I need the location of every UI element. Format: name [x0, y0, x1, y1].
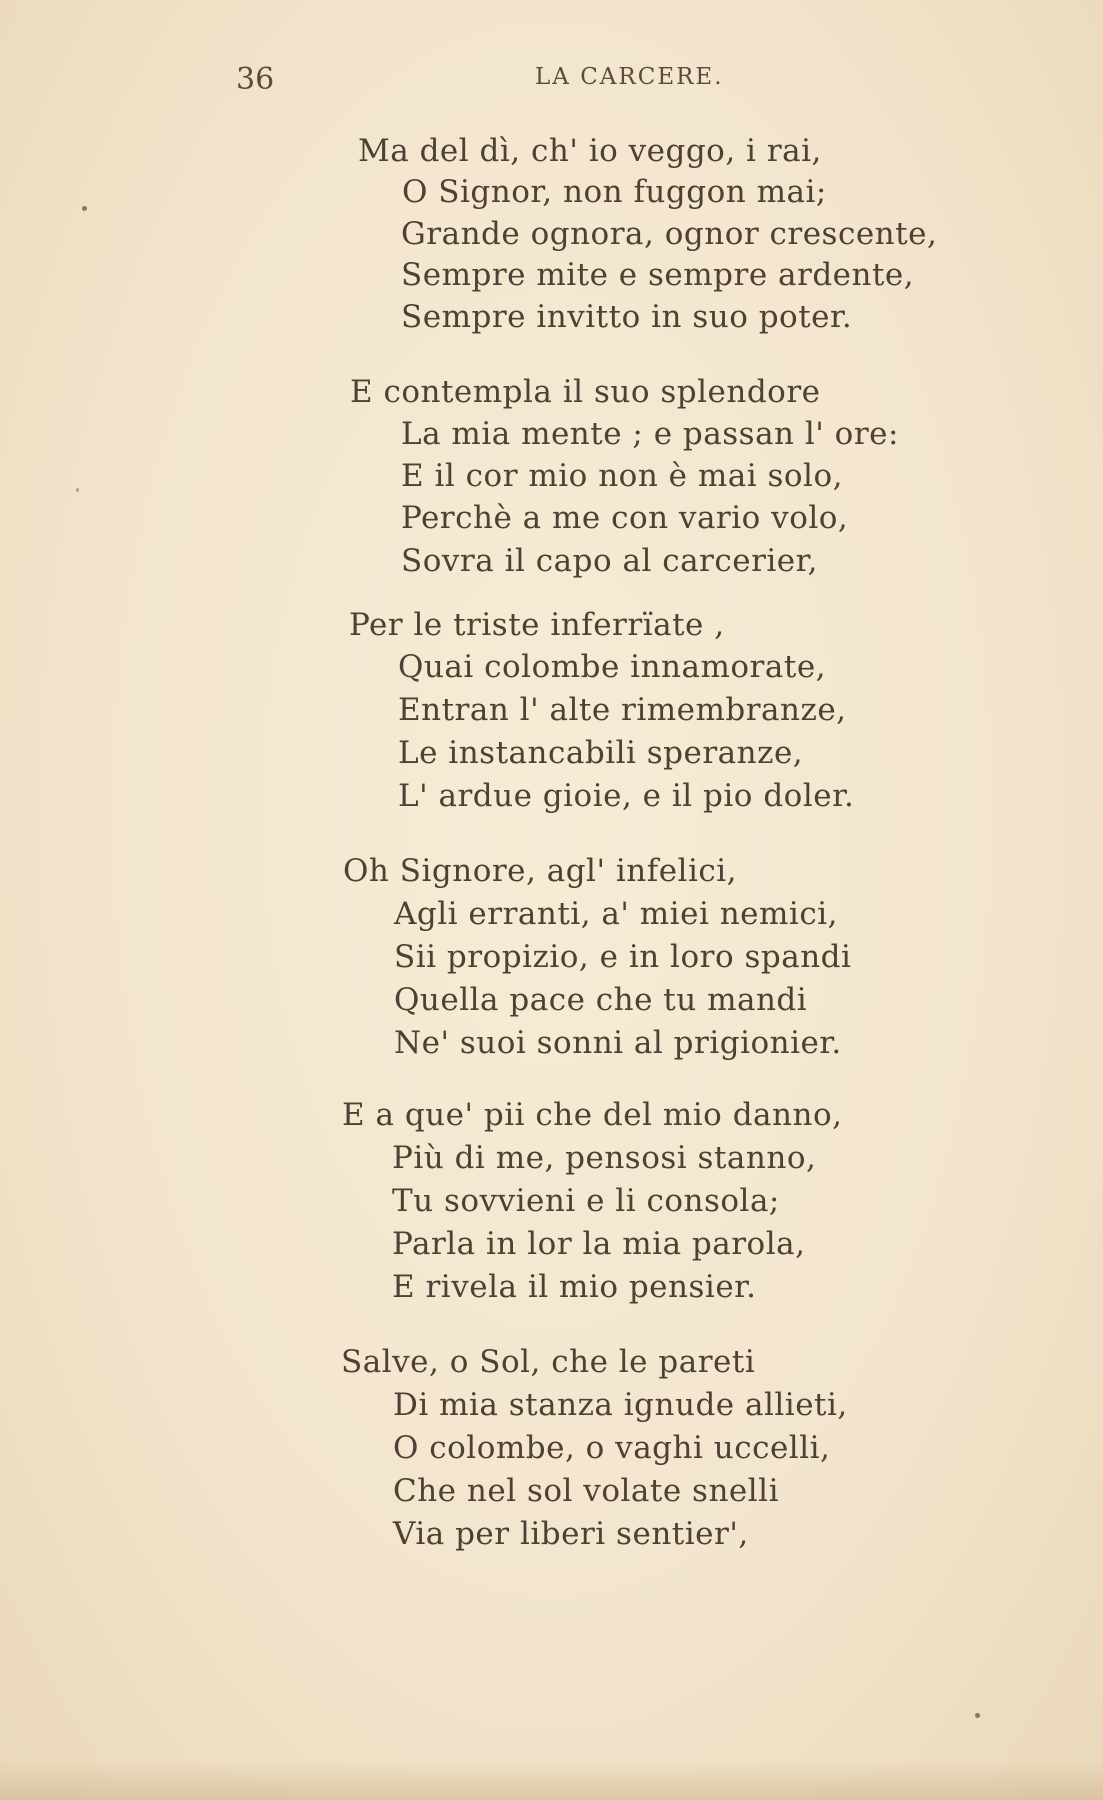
verse-line: Entran l' alte rimembranze,: [398, 692, 847, 728]
verse-line: Quai colombe innamorate,: [398, 649, 827, 685]
verse-line: Salve, o Sol, che le pareti: [341, 1344, 756, 1380]
verse-line: Agli erranti, a' miei nemici,: [394, 896, 838, 932]
verse-line: Che nel sol volate snelli: [393, 1473, 779, 1509]
page-number: 36: [236, 62, 275, 97]
verse-line: E rivela il mio pensier.: [392, 1269, 757, 1305]
verse-line: Ma del dì, ch' io veggo, i rai,: [358, 133, 822, 169]
verse-line: E a que' pii che del mio danno,: [342, 1097, 843, 1133]
verse-line: La mia mente ; e passan l' ore:: [401, 416, 899, 452]
verse-line: Per le triste inferrïate ,: [349, 607, 725, 643]
verse-line: Quella pace che tu mandi: [394, 982, 808, 1018]
verse-line: L' ardue gioie, e il pio doler.: [398, 778, 855, 814]
paper-speck: [975, 1713, 980, 1718]
verse-line: Sempre mite e sempre ardente,: [401, 257, 915, 293]
verse-line: Ne' suoi sonni al prigionier.: [394, 1025, 842, 1061]
verse-line: Sovra il capo al carcerier,: [401, 543, 818, 579]
verse-line: Di mia stanza ignude allieti,: [393, 1387, 848, 1423]
page-bottom-edge: [0, 1760, 1103, 1800]
verse-line: O colombe, o vaghi uccelli,: [393, 1430, 831, 1466]
verse-line: O Signor, non fuggon mai;: [402, 174, 827, 210]
verse-line: Sempre invitto in suo poter.: [401, 299, 853, 335]
paper-speck: [76, 488, 79, 492]
running-title: LA CARCERE.: [535, 64, 724, 90]
verse-line: Perchè a me con vario volo,: [401, 500, 849, 536]
verse-line: Le instancabili speranze,: [398, 735, 804, 771]
verse-line: Oh Signore, agl' infelici,: [343, 853, 738, 889]
verse-line: Parla in lor la mia parola,: [392, 1226, 806, 1262]
verse-line: Grande ognora, ognor crescente,: [401, 216, 938, 252]
verse-line: Via per liberi sentier',: [393, 1516, 749, 1552]
verse-line: E contempla il suo splendore: [350, 374, 821, 410]
verse-line: Sii propizio, e in loro spandi: [394, 939, 852, 975]
verse-line: Tu sovvieni e li consola;: [392, 1183, 780, 1219]
paper-speck: [82, 206, 87, 211]
verse-line: E il cor mio non è mai solo,: [401, 458, 843, 494]
verse-line: Più di me, pensosi stanno,: [392, 1140, 817, 1176]
page-header: [0, 60, 1103, 100]
